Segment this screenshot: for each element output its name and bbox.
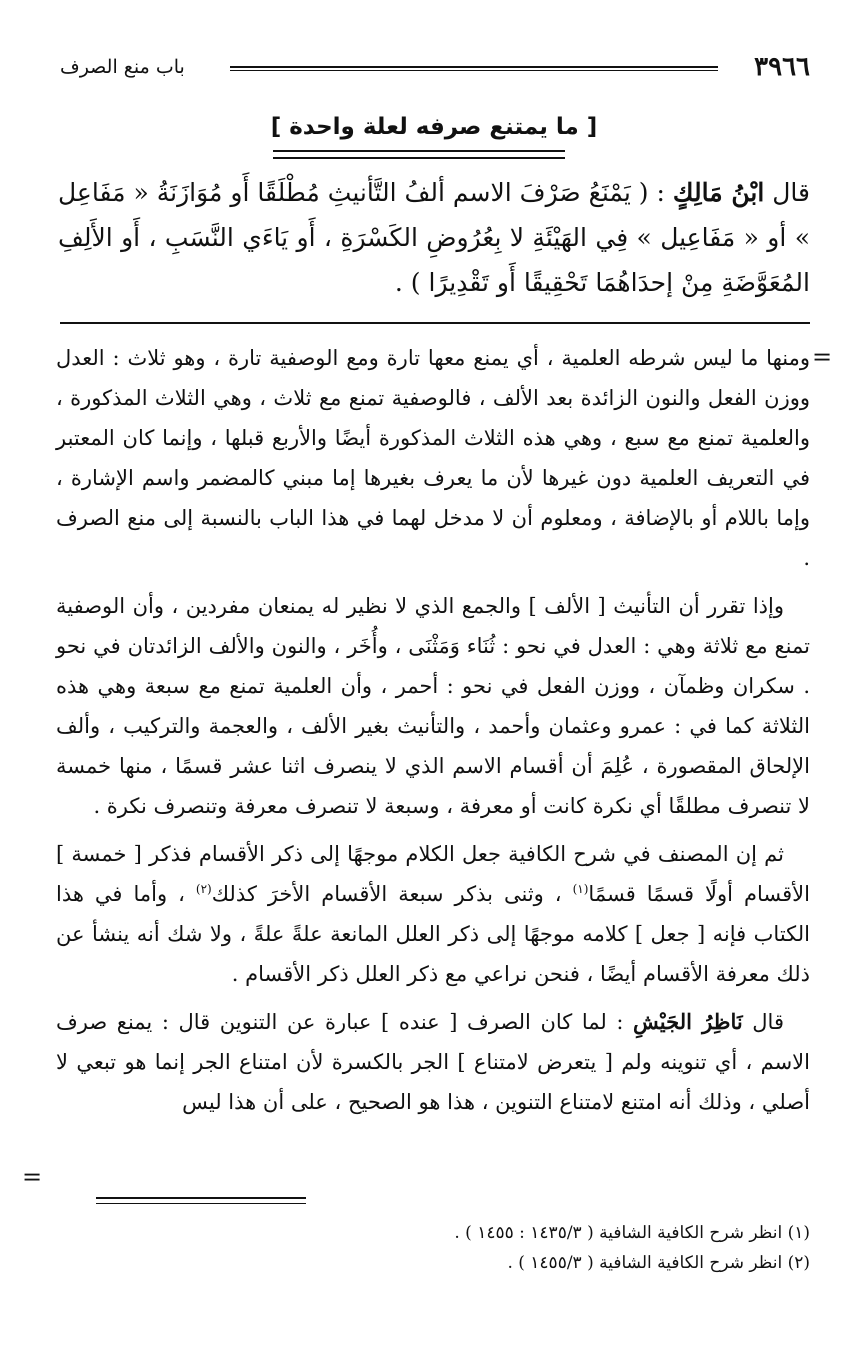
cited-author: نَاظِرُ الجَيْشِ xyxy=(633,1009,743,1034)
verse-author: ابْنُ مَالِكٍ xyxy=(672,178,765,207)
page-number: ٣٩٦٦ xyxy=(754,52,810,82)
paragraph-part: قال xyxy=(752,1010,784,1034)
paragraph xyxy=(56,1002,810,1122)
paragraph xyxy=(56,834,810,994)
footnote-ref-2: (٢) xyxy=(195,882,212,896)
footnote-divider xyxy=(96,1197,306,1204)
paragraph-part: ثم إن المصنف في شرح الكافية جعل الكلام موجهًا إلى ذكر الأقسام فذكر [ خمسة ] الأقسام أولًا قسمًا قسمًا xyxy=(56,842,810,906)
header-rule xyxy=(230,66,718,71)
paragraph-part: ، وثنى بذكر سبعة الأقسام الأخرَ كذلك xyxy=(211,882,562,906)
section-title-rule xyxy=(273,150,565,159)
section-title: [ ما يمتنع صرفه لعلة واحدة ] xyxy=(270,114,598,140)
continuation-mark-end: = xyxy=(22,1163,43,1191)
footnote: (٢) انظر شرح الكافية الشافية ( ١٤٥٥/٣ ) . xyxy=(507,1253,810,1273)
verse-author-prefix: قال xyxy=(772,178,810,207)
commentary-body xyxy=(56,338,810,1130)
paragraph-part: : لما كان الصرف [ عنده ] عبارة عن التنوين قال : يمنع صرف الاسم ، أي تنوينه ولم [ يتعرض لامتناع ] الجر بالكسرة لأن امتناع الجر إنما هو تبعي لا أصلي ، وذلك أنه امتنع لامتناع التنوين ، هذا هو الصحيح ، على أن هذا ليس xyxy=(56,1010,810,1114)
verse-divider xyxy=(60,322,810,324)
page-header xyxy=(60,50,810,86)
paragraph: ومنها ما ليس شرطه العلمية ، أي يمنع معها تارة ومع الوصفية تارة ، وهو ثلاث : العدل ووزن الفعل والنون الزائدة بعد الألف ، فالوصفية تمنع مع ثلاث ، وهي الثلاث المذكورة ، والعلمية تمنع مع سبع ، وهي هذه الثلاث المذكورة أيضًا والأربع قبلها ، وإنما كان المعتبر في التعريف العلمية دون غيرها لأن ما يعرف بغيرها إما مبني كالمضمر واسم الإشارة ، وإما باللام أو بالإضافة ، ومعلوم أن لا مدخل لهما في هذا الباب بالنسبة إلى منع الصرف . xyxy=(56,346,810,570)
chapter-title: باب منع الصرف xyxy=(60,56,185,78)
footnote: (١) انظر شرح الكافية الشافية ( ١٤٣٥/٣ : ١٤٥٥ ) . xyxy=(454,1223,810,1243)
verse-block xyxy=(58,170,810,305)
footnotes xyxy=(56,1218,810,1278)
footnote-ref-1: (١) xyxy=(572,882,589,896)
continuation-mark-start: = xyxy=(812,343,833,371)
paragraph-part: ، وأما في هذا الكتاب فإنه [ جعل ] كلامه موجهًا إلى ذكر العلل المانعة علةً علةً ، ولا شك أنه ينشأ عن ذلك معرفة الأقسام أيضًا ، فنحن نراعي مع ذكر العلل ذكر الأقسام . xyxy=(56,882,810,986)
paragraph: وإذا تقرر أن التأنيث [ الألف ] والجمع الذي لا نظير له يمنعان مفردين ، وأن الوصفية تمنع مع ثلاثة وهي : العدل في نحو : ثُنَاء وَمَثْنَى ، وأُخَر ، والنون والألف الزائدتان في نحو . سكران وظمآن ، ووزن الفعل في نحو : أحمر ، وأن العلمية تمنع مع سبعة وهي هذه الثلاثة كما في : عمرو وعثمان وأحمد ، والتأنيث بغير الألف ، والعجمة والتركيب ، وألف الإلحاق المقصورة ، عُلِمَ أن أقسام الاسم الذي لا ينصرف اثنا عشر قسمًا ، منها خمسة لا تنصرف مطلقًا أي نكرة كانت أو معرفة ، وسبعة لا تنصرف معرفة وتنصرف نكرة . xyxy=(56,594,810,818)
verse-text: : ( يَمْنَعُ صَرْفَ الاسم ألفُ التَّأنيثِ مُطْلَقًا أَو مُوَازَنَةُ « مَفَاعِل » أو « مَفَاعِيل » فِي الهَيْئَةِ لا بِعُرُوضِ الكَسْرَةِ ، أَو يَاءَي النَّسَبِ ، أَو الأَلِفِ المُعَوَّضَةِ مِنْ إحدَاهُمَا تَحْقِيقًا أَو تَقْدِيرًا ) . xyxy=(58,178,810,297)
